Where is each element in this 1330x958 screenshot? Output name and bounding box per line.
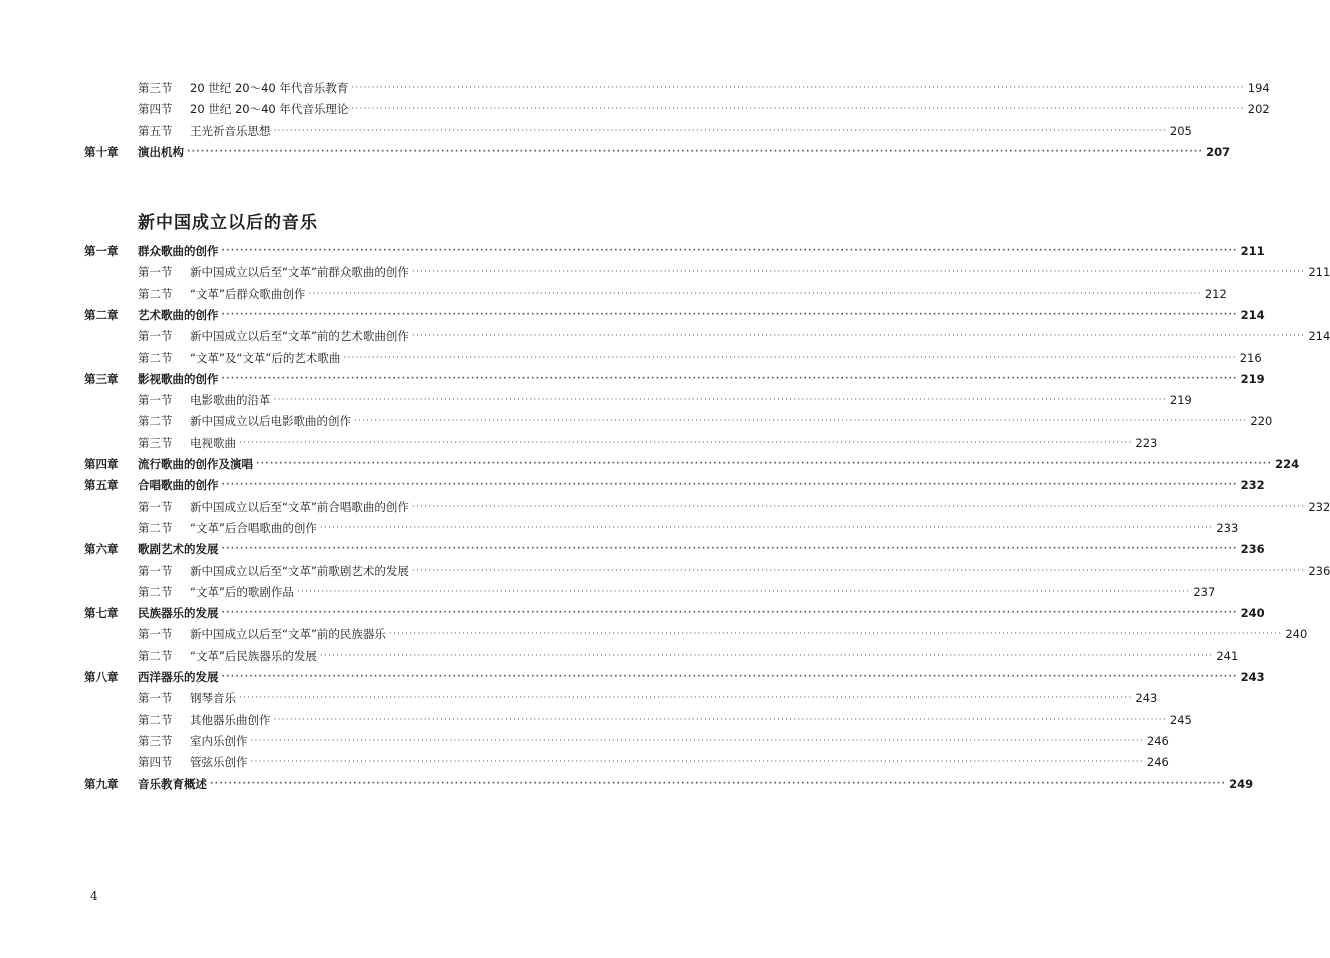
entry-line: [190, 78, 1270, 98]
entry-title: 王光祈音乐思想: [190, 123, 271, 138]
dot-leader: ····························································································································································································································: [351, 104, 1245, 115]
dot-leader: ····························································································································································································································: [273, 395, 1167, 406]
toc-chapter-row: [0, 667, 1265, 687]
entry-page-number: 214: [1240, 307, 1265, 322]
entry-line: [190, 390, 1192, 410]
dot-leader: ····························································································································································································································: [221, 246, 1238, 256]
dot-leader: ····························································································································································································································: [221, 480, 1238, 491]
chapter-label: 第七章: [84, 606, 119, 621]
entry-page-number: 220: [1250, 414, 1273, 429]
entry-line: [190, 326, 1330, 346]
entry-page-number: 216: [1239, 350, 1262, 365]
entry-page-number: 211: [1308, 265, 1330, 280]
section-label: 第二节: [138, 286, 173, 301]
entry-line: [190, 497, 1330, 517]
entry-title: 音乐教育概述: [138, 776, 207, 791]
entry-page-number: 246: [1146, 755, 1169, 770]
toc-section-row: [0, 518, 1239, 538]
entry-title: “文革”及“文革”后的艺术歌曲: [190, 350, 341, 365]
dot-leader: ····························································································································································································································: [319, 522, 1214, 533]
section-label: 第一节: [138, 499, 173, 514]
toc-section-row: [0, 646, 1239, 666]
entry-line: [190, 731, 1169, 751]
dot-leader: ····························································································································································································································: [256, 459, 1273, 469]
toc-section-row: [0, 561, 1330, 581]
entry-page-number: 233: [1216, 520, 1239, 535]
chapter-label: 第三章: [84, 371, 119, 386]
toc-section-row: [0, 688, 1158, 708]
toc-section-row: [0, 326, 1330, 346]
entry-line: [138, 539, 1265, 559]
toc-section-row: [0, 497, 1330, 517]
dot-leader: ····························································································································································································································: [250, 757, 1144, 768]
entry-title: 新中国成立以后至“文革”前歌剧艺术的发展: [190, 563, 409, 578]
dot-leader: ····························································································································································································································: [308, 288, 1202, 299]
dot-leader: ····························································································································································································································: [273, 714, 1167, 725]
entry-title: 民族器乐的发展: [138, 606, 219, 621]
dot-leader: ····························································································································································································································: [296, 586, 1191, 597]
section-label: 第三节: [138, 733, 173, 748]
entry-title: 管弦乐创作: [190, 755, 248, 770]
entry-title: “文革”后合唱歌曲的创作: [190, 520, 317, 535]
entry-line: [190, 710, 1192, 730]
entry-page-number: 241: [1216, 648, 1239, 663]
toc-section-row: [0, 752, 1169, 772]
dot-leader: ····························································································································································································································: [210, 778, 1227, 789]
dot-leader: ····························································································································································································································: [221, 544, 1238, 555]
dot-leader: ····························································································································································································································: [319, 650, 1214, 661]
entry-line: [138, 454, 1300, 474]
entry-line: [190, 99, 1270, 119]
entry-line: [138, 475, 1265, 495]
entry-title: 西洋器乐的发展: [138, 670, 219, 684]
entry-page-number: 212: [1204, 286, 1227, 301]
section-label: 第二节: [138, 712, 173, 727]
entry-line: [138, 667, 1265, 687]
entry-title: 新中国成立以后至“文革”前合唱歌曲的创作: [190, 499, 409, 514]
section-label: 第五节: [138, 123, 173, 138]
dot-leader: ····························································································································································································································: [239, 693, 1133, 704]
entry-title: 演出机构: [138, 144, 184, 159]
entry-line: [190, 752, 1169, 772]
entry-title: “文革”后的歌剧作品: [190, 584, 294, 599]
entry-title: “文革”后群众歌曲创作: [190, 286, 306, 301]
toc-section-row: [0, 731, 1169, 751]
entry-line: [190, 518, 1239, 538]
entry-line: [190, 561, 1330, 581]
entry-title: “文革”后民族器乐的发展: [190, 648, 317, 663]
chapter-label: 第五章: [84, 478, 119, 493]
dot-leader: ····························································································································································································································: [221, 309, 1238, 320]
entry-page-number: 237: [1193, 584, 1216, 599]
entry-page-number: 236: [1308, 563, 1330, 578]
entry-line: [190, 121, 1192, 141]
toc-section-row: [0, 262, 1330, 282]
section-label: 第二节: [138, 648, 173, 663]
entry-line: [190, 348, 1262, 368]
toc-section-row: [0, 78, 1270, 98]
dot-leader: ····························································································································································································································: [351, 83, 1245, 93]
section-label: 第二节: [138, 414, 173, 429]
entry-line: [190, 688, 1158, 708]
dot-leader: ····························································································································································································································: [411, 331, 1306, 342]
entry-page-number: 205: [1169, 123, 1192, 138]
chapter-label: 第六章: [84, 542, 119, 557]
entry-title: 新中国成立以后至“文革”前群众歌曲的创作: [190, 265, 409, 280]
entry-line: [190, 646, 1239, 666]
toc-chapter-row: [0, 475, 1265, 495]
dot-leader: ····························································································································································································································: [411, 267, 1306, 278]
entry-page-number: 207: [1206, 144, 1231, 159]
dot-leader: ····························································································································································································································: [273, 125, 1167, 136]
entry-line: [138, 369, 1265, 389]
toc-section-row: [0, 348, 1262, 368]
toc-chapter-row: [0, 241, 1265, 261]
toc-section-row: [0, 390, 1192, 410]
chapter-label: 第二章: [84, 307, 119, 322]
entry-page-number: 194: [1247, 81, 1270, 95]
section-label: 第三节: [138, 435, 173, 450]
toc-section-row: [0, 121, 1192, 141]
entry-title: 20 世纪 20～40 年代音乐理论: [190, 102, 349, 117]
section-label: 第一节: [138, 265, 173, 280]
dot-leader: ····························································································································································································································: [343, 352, 1237, 363]
chapter-label: 第一章: [84, 244, 119, 258]
toc-section-row: [0, 411, 1273, 431]
entry-line: [190, 433, 1158, 453]
entry-page-number: 219: [1169, 393, 1192, 408]
dot-leader: ····························································································································································································································: [411, 501, 1306, 512]
entry-title: 电影歌曲的沿革: [190, 393, 271, 408]
entry-page-number: 249: [1229, 776, 1254, 791]
entry-title: 室内乐创作: [190, 733, 248, 748]
toc-chapter-row: [0, 305, 1265, 325]
toc-section-row: [0, 624, 1308, 644]
dot-leader: ····························································································································································································································: [388, 629, 1283, 640]
section-label: 第三节: [138, 81, 173, 95]
toc-section-row: [0, 99, 1270, 119]
section-label: 第四节: [138, 102, 173, 117]
dot-leader: ····························································································································································································································: [187, 146, 1204, 157]
chapter-label: 第十章: [84, 144, 119, 159]
entry-title: 合唱歌曲的创作: [138, 478, 219, 493]
section-label: 第一节: [138, 563, 173, 578]
entry-page-number: 219: [1240, 371, 1265, 386]
entry-line: [138, 241, 1265, 261]
toc-chapter-row: [0, 539, 1265, 559]
entry-page-number: 240: [1285, 627, 1308, 642]
section-label: 第二节: [138, 584, 173, 599]
part-title: 新中国成立以后的音乐: [138, 213, 318, 233]
entry-line: [190, 262, 1330, 282]
entry-title: 钢琴音乐: [190, 691, 236, 706]
entry-title: 电视歌曲: [190, 435, 236, 450]
section-label: 第二节: [138, 350, 173, 365]
section-label: 第一节: [138, 393, 173, 408]
section-label: 第一节: [138, 627, 173, 642]
entry-title: 20 世纪 20～40 年代音乐教育: [190, 81, 349, 95]
entry-line: [190, 284, 1227, 304]
entry-page-number: 243: [1240, 670, 1265, 684]
entry-title: 其他器乐曲创作: [190, 712, 271, 727]
entry-page-number: 224: [1275, 457, 1300, 471]
toc-section-row: [0, 582, 1216, 602]
section-label: 第四节: [138, 755, 173, 770]
toc-section-row: [0, 710, 1192, 730]
toc-chapter-row: [0, 142, 1231, 162]
entry-title: 影视歌曲的创作: [138, 371, 219, 386]
toc-section-row: [0, 284, 1227, 304]
entry-line: [138, 142, 1231, 162]
section-label: 第一节: [138, 691, 173, 706]
entry-title: 群众歌曲的创作: [138, 244, 219, 258]
entry-page-number: 243: [1135, 691, 1158, 706]
dot-leader: ····························································································································································································································: [221, 608, 1238, 619]
entry-title: 歌剧艺术的发展: [138, 542, 219, 557]
entry-page-number: 245: [1169, 712, 1192, 727]
dot-leader: ····························································································································································································································: [354, 416, 1248, 427]
entry-page-number: 232: [1308, 499, 1330, 514]
chapter-label: 第八章: [84, 670, 119, 684]
page-number: 4: [90, 889, 98, 903]
toc-chapter-row: [0, 454, 1300, 474]
dot-leader: ····························································································································································································································: [221, 373, 1238, 384]
chapter-label: 第四章: [84, 457, 119, 471]
entry-page-number: 240: [1240, 606, 1265, 621]
toc-chapter-row: [0, 369, 1265, 389]
entry-line: [138, 305, 1265, 325]
entry-title: 新中国成立以后电影歌曲的创作: [190, 414, 351, 429]
entry-title: 艺术歌曲的创作: [138, 307, 219, 322]
entry-page-number: 211: [1240, 244, 1265, 258]
entry-page-number: 232: [1240, 478, 1265, 493]
entry-title: 流行歌曲的创作及演唱: [138, 457, 253, 471]
toc-chapter-row: [0, 774, 1254, 794]
entry-page-number: 214: [1308, 329, 1330, 344]
entry-line: [190, 624, 1308, 644]
entry-title: 新中国成立以后至“文革”前的艺术歌曲创作: [190, 329, 409, 344]
entry-line: [190, 582, 1216, 602]
chapter-label: 第九章: [84, 776, 119, 791]
toc-section-row: [0, 433, 1158, 453]
dot-leader: ····························································································································································································································: [221, 672, 1238, 682]
entry-title: 新中国成立以后至“文革”前的民族器乐: [190, 627, 386, 642]
toc-chapter-row: [0, 603, 1265, 623]
entry-line: [190, 411, 1273, 431]
entry-page-number: 202: [1247, 102, 1270, 117]
entry-line: [138, 603, 1265, 623]
entry-line: [138, 774, 1254, 794]
dot-leader: ····························································································································································································································: [239, 437, 1133, 448]
entry-page-number: 236: [1240, 542, 1265, 557]
entry-page-number: 246: [1146, 733, 1169, 748]
dot-leader: ····························································································································································································································: [250, 735, 1144, 746]
entry-page-number: 223: [1135, 435, 1158, 450]
section-label: 第二节: [138, 520, 173, 535]
dot-leader: ····························································································································································································································: [411, 565, 1306, 576]
section-label: 第一节: [138, 329, 173, 344]
